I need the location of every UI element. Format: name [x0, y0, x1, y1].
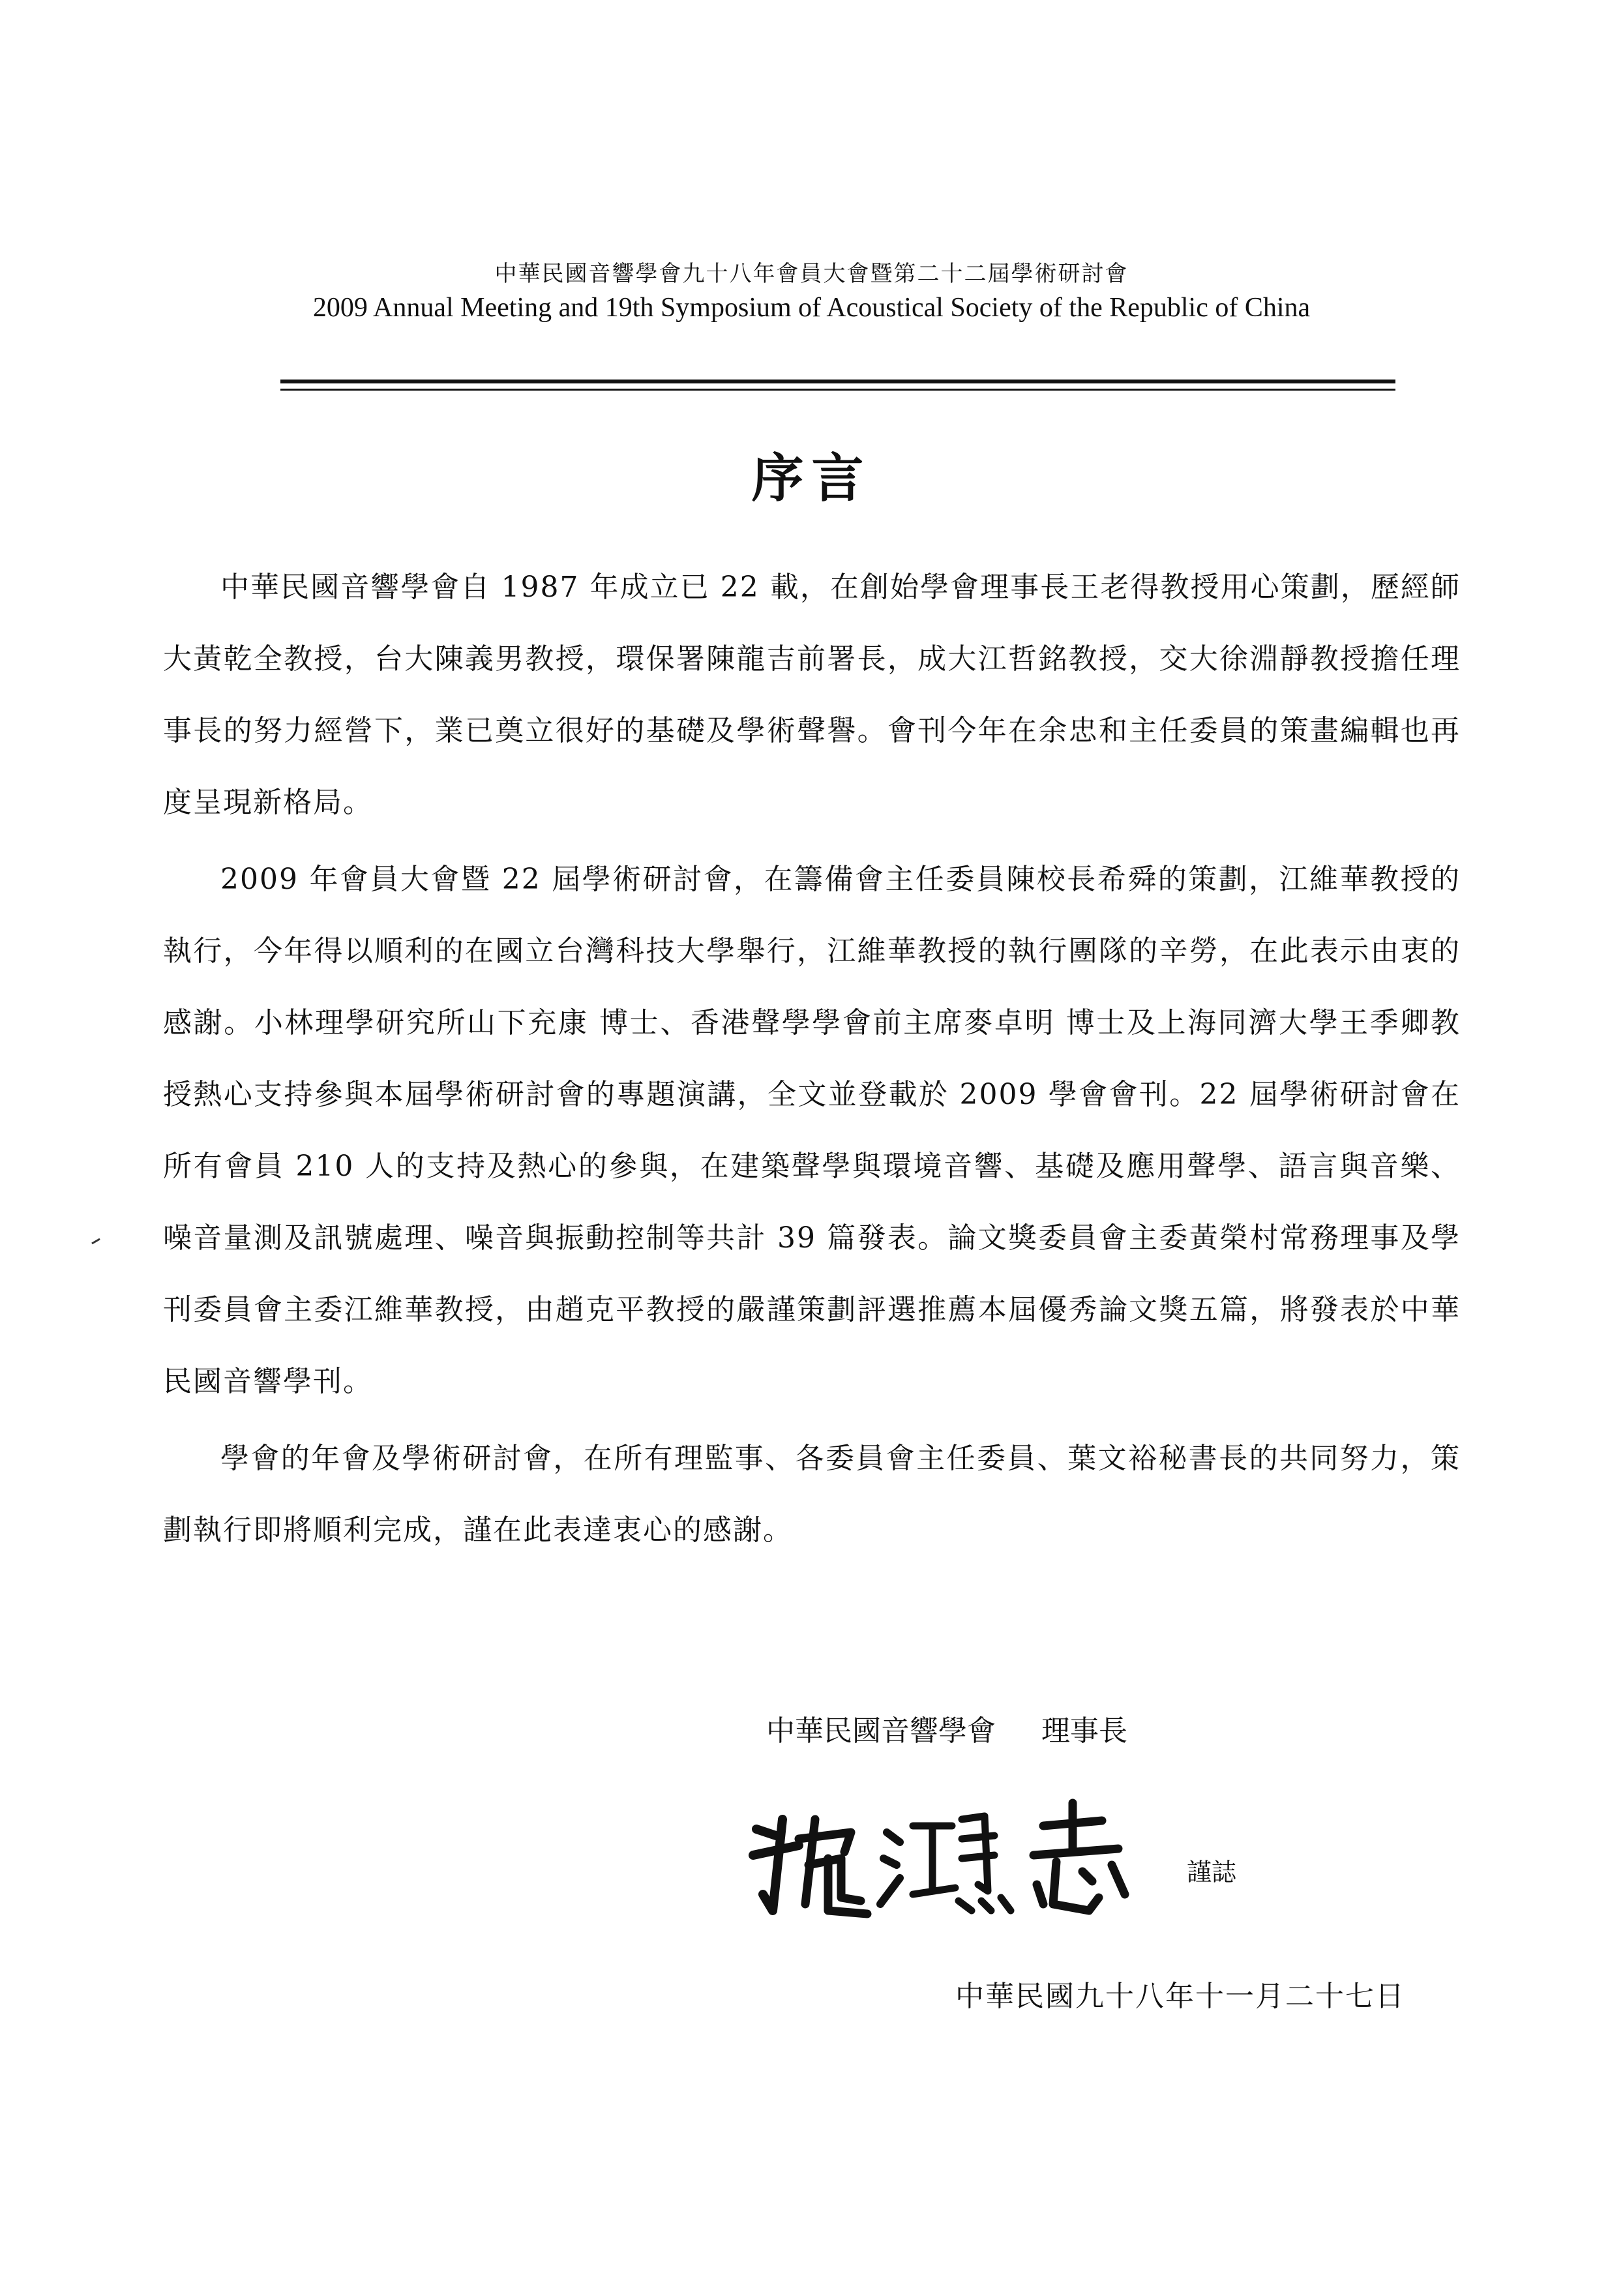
- paragraph-2: 2009 年會員大會暨 22 屆學術研討會，在籌備會主任委員陳校長希舜的策劃，江維華教授的執行，今年得以順利的在國立台灣科技大學舉行，江維華教授的執行團隊的辛勞，在此表示由衷的感謝。小林理學研究所山下充康 博士、香港聲學學會前主席麥卓明 博士及上海同濟大學王季卿教授熱心支持參與本屆學術研討會的專題演講，全文並登載於 2009 學會會刊。22 屆學術研討會在所有會員 210 人的支持及熱心的參與，在建築聲學與環境音響、基礎及應用聲學、語言與音樂、噪音量測及訊號處理、噪音與振動控制等共計 39 篇發表。論文獎委員會主委黃榮村常務理事及學刊委員會主委江維華教授，由趙克平教授的嚴謹策劃評選推薦本屆優秀論文獎五篇，將發表於中華民國音響學刊。: [163, 863, 1461, 1398]
- header-english-title: 2009 Annual Meeting and 19th Symposium of Acoustical Society of the Republic of China: [312, 293, 1311, 323]
- signature-note: 謹誌: [1187, 1858, 1237, 1886]
- paragraph-1: 中華民國音響學會自 1987 年成立已 22 載，在創始學會理事長王老得教授用心策劃，歷經師大黃乾全教授，台大陳義男教授，環保署陳龍吉前署長，成大江哲銘教授，交大徐淵靜教授擔任理事長的努力經營下，業已奠立很好的基礎及學術聲譽。會刊今年在余忠和主任委員的策畫編輯也再度呈現新格局。: [163, 571, 1461, 819]
- paragraph-3: 學會的年會及學術研討會，在所有理監事、各委員會主任委員、葉文裕秘書長的共同努力，策劃執行即將順利完成，謹在此表達衷心的感謝。: [163, 1442, 1461, 1547]
- scan-speck: [91, 1238, 100, 1245]
- signature-role: 理事長: [1041, 1714, 1127, 1748]
- header-rule-thin: [280, 389, 1395, 391]
- signature-organization: 中華民國音響學會: [766, 1714, 996, 1748]
- header-rule-thick: [280, 380, 1395, 383]
- header-chinese-title: 中華民國音響學會九十八年會員大會暨第二十二屆學術研討會: [494, 261, 1129, 287]
- signature-line: [766, 1707, 1127, 1749]
- document-header: [0, 258, 1623, 325]
- document-date: 中華民國九十八年十一月二十七日: [955, 1980, 1405, 2013]
- handwritten-signature: [737, 1780, 1141, 1930]
- page-title: 序言: [751, 447, 872, 509]
- preface-body: [163, 552, 1461, 1572]
